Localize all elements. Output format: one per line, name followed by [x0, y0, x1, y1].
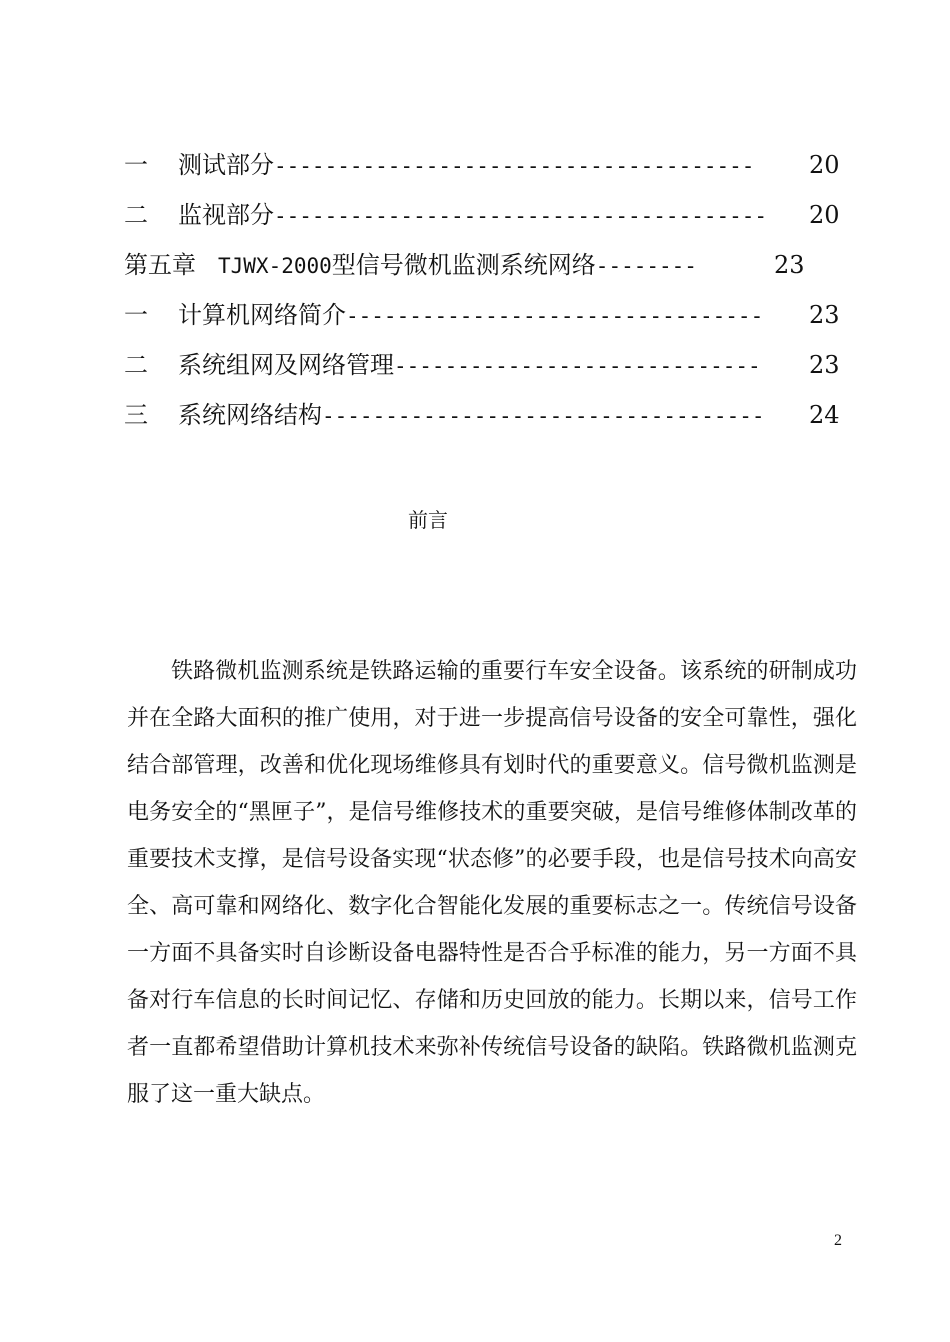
toc-entry-page: 20 — [809, 151, 840, 179]
toc-entry-number: 一 — [124, 151, 148, 179]
toc-entry-number: 一 — [124, 301, 148, 329]
toc-entry-page: 23 — [809, 351, 840, 379]
toc-entry-leader: ----------------------------------- — [322, 404, 765, 428]
toc-entry-page: 24 — [809, 401, 840, 429]
toc-entry-title: 系统组网及网络管理 — [178, 351, 394, 379]
toc-entry-leader: -------- — [595, 254, 697, 278]
preface-paragraph: 铁路微机监测系统是铁路运输的重要行车安全设备。该系统的研制成功并在全路大面积的推广使用，对于进一步提高信号设备的安全可靠性，强化结合部管理，改善和优化现场维修具有划时代的重要意义。信号微机监测是电务安全的“黑匣子”，是信号维修技术的重要突破，是信号维修体制改革的重要技术支撑，是信号设备实现“状态修”的必要手段，也是信号技术向高安全、高可靠和网络化、数字化合智能化发展的重要标志之一。传统信号设备一方面不具备实时自诊断设备电器特性是否合乎标准的能力，另一方面不具备对行车信息的长时间记忆、存储和历史回放的能力。长期以来，信号工作者一直都希望借助计算机技术来弥补传统信号设备的缺陷。铁路微机监测克服了这一重大缺点。 — [127, 659, 857, 1107]
toc-entry-leader: --------------------------------- — [346, 304, 764, 328]
page-number: 2 — [834, 1232, 842, 1249]
table-of-contents — [124, 140, 844, 440]
toc-entry-page: 20 — [809, 201, 840, 229]
toc-chapter-number: 第五章 — [124, 251, 196, 279]
toc-chapter-entry[interactable] — [124, 240, 844, 290]
toc-entry-title: 系统网络结构 — [178, 401, 322, 429]
toc-entry[interactable] — [124, 290, 844, 340]
toc-entry-leader: ----------------------------- — [394, 354, 761, 378]
preface-heading: 前言 — [408, 508, 448, 532]
toc-entry[interactable] — [124, 340, 844, 390]
toc-entry[interactable] — [124, 190, 844, 240]
toc-entry-title: 计算机网络简介 — [178, 301, 346, 329]
toc-entry-leader: --------------------------------------- — [274, 204, 768, 228]
toc-entry-title: 测试部分 — [178, 151, 274, 179]
toc-entry-page: 23 — [774, 251, 805, 279]
toc-entry-leader: -------------------------------------- — [274, 154, 755, 178]
toc-chapter-model: TJWX-2000 — [218, 254, 332, 278]
toc-entry-number: 二 — [124, 351, 148, 379]
toc-chapter-title: 型信号微机监测系统网络 — [331, 251, 596, 279]
toc-entry-number: 三 — [124, 401, 148, 429]
toc-entry[interactable] — [124, 390, 844, 440]
toc-entry-number: 二 — [124, 201, 148, 229]
toc-entry[interactable] — [124, 140, 844, 190]
toc-entry-title: 监视部分 — [178, 201, 274, 229]
toc-entry-page: 23 — [809, 301, 840, 329]
